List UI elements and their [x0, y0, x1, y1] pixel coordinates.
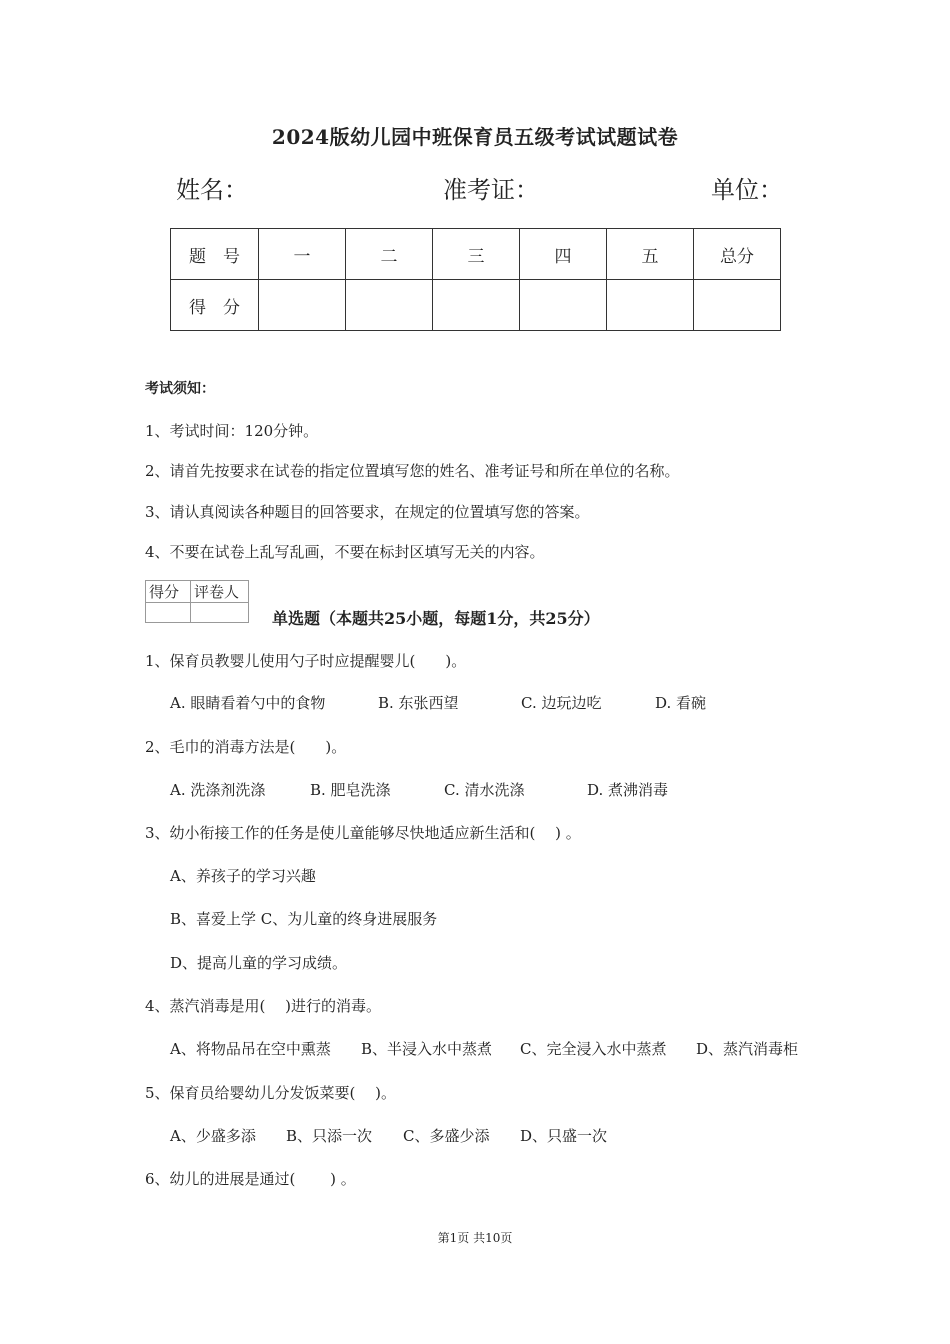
- option: A、将物品吊在空中熏蒸: [170, 1040, 331, 1058]
- score-table-score-label: 得 分: [171, 280, 259, 331]
- question-stem: 1、保育员教婴儿使用勺子时应提醒婴儿( )。: [145, 652, 467, 670]
- score-table-col-3: 三: [433, 229, 520, 280]
- notice-item: 3、请认真阅读各种题目的回答要求，在规定的位置填写您的答案。: [145, 503, 590, 521]
- option: A. 洗涤剂洗涤: [170, 781, 266, 799]
- option: D、提高儿童的学习成绩。: [170, 954, 348, 972]
- option: C、完全浸入水中蒸煮: [520, 1040, 667, 1058]
- option: A、养孩子的学习兴趣: [170, 867, 316, 885]
- score-table: [170, 228, 781, 331]
- score-cell[interactable]: [433, 280, 520, 331]
- notice-title: 考试须知：: [145, 381, 215, 397]
- score-table-score-row: [171, 280, 781, 331]
- score-cell[interactable]: [694, 280, 781, 331]
- unit-field-label: 单位：: [711, 176, 783, 204]
- question-options: [170, 1125, 607, 1146]
- grader-score-cell[interactable]: [146, 603, 191, 623]
- option: B、只添一次: [286, 1127, 373, 1145]
- score-table-col-2: 二: [346, 229, 433, 280]
- notice-item: 2、请首先按要求在试卷的指定位置填写您的姓名、准考证号和所在单位的名称。: [145, 462, 680, 480]
- option: A. 眼睛看着勺中的食物: [170, 694, 326, 712]
- option: B. 东张西望: [378, 694, 459, 712]
- option: A、少盛多添: [170, 1127, 256, 1145]
- notice-item: 1、考试时间：120分钟。: [145, 422, 319, 440]
- name-field-label: 姓名：: [176, 176, 248, 204]
- score-table-header-label: 题 号: [171, 229, 259, 280]
- grader-reviewer-cell[interactable]: [191, 603, 249, 623]
- option: B、喜爱上学 C、为儿童的终身进展服务: [170, 910, 438, 928]
- section-title: 单选题（本题共25小题，每题1分，共25分）: [272, 609, 600, 628]
- score-table-col-5: 五: [607, 229, 694, 280]
- question-stem: 2、毛巾的消毒方法是( )。: [145, 738, 347, 756]
- question-stem: 6、幼儿的进展是通过( ) 。: [145, 1170, 356, 1188]
- option: D、蒸汽消毒柜: [696, 1040, 799, 1058]
- score-table-col-4: 四: [520, 229, 607, 280]
- notice-item: 4、不要在试卷上乱写乱画，不要在标封区填写无关的内容。: [145, 543, 545, 561]
- option: B. 肥皂洗涤: [310, 781, 391, 799]
- question-options: [170, 1038, 798, 1059]
- question-stem: 3、幼小衔接工作的任务是使儿童能够尽快地适应新生活和( ) 。: [145, 824, 581, 842]
- question-stem: 5、保育员给婴幼儿分发饭菜要( )。: [145, 1084, 397, 1102]
- score-table-col-total: 总分: [694, 229, 781, 280]
- question-options: [170, 779, 668, 800]
- score-cell[interactable]: [259, 280, 346, 331]
- question-options: [170, 692, 706, 713]
- question-stem: 4、蒸汽消毒是用( )进行的消毒。: [145, 997, 382, 1015]
- score-cell[interactable]: [520, 280, 607, 331]
- grader-reviewer-label: 评卷人: [191, 581, 249, 603]
- exam-title: 2024版幼儿园中班保育员五级考试试题试卷: [271, 125, 679, 149]
- score-cell[interactable]: [607, 280, 694, 331]
- option: D. 煮沸消毒: [587, 781, 669, 799]
- option: D、只盛一次: [520, 1127, 608, 1145]
- option: B、半浸入水中蒸煮: [361, 1040, 493, 1058]
- page-footer: 第1页 共10页: [437, 1231, 513, 1245]
- grader-score-label: 得分: [146, 581, 191, 603]
- exam-id-field-label: 准考证：: [443, 176, 539, 204]
- score-cell[interactable]: [346, 280, 433, 331]
- score-table-header-row: [171, 229, 781, 280]
- option: C. 边玩边吃: [521, 694, 602, 712]
- option: C、多盛少添: [403, 1127, 490, 1145]
- grader-box: [145, 580, 249, 623]
- score-table-col-1: 一: [259, 229, 346, 280]
- option: C. 清水洗涤: [444, 781, 525, 799]
- option: D. 看碗: [655, 694, 707, 712]
